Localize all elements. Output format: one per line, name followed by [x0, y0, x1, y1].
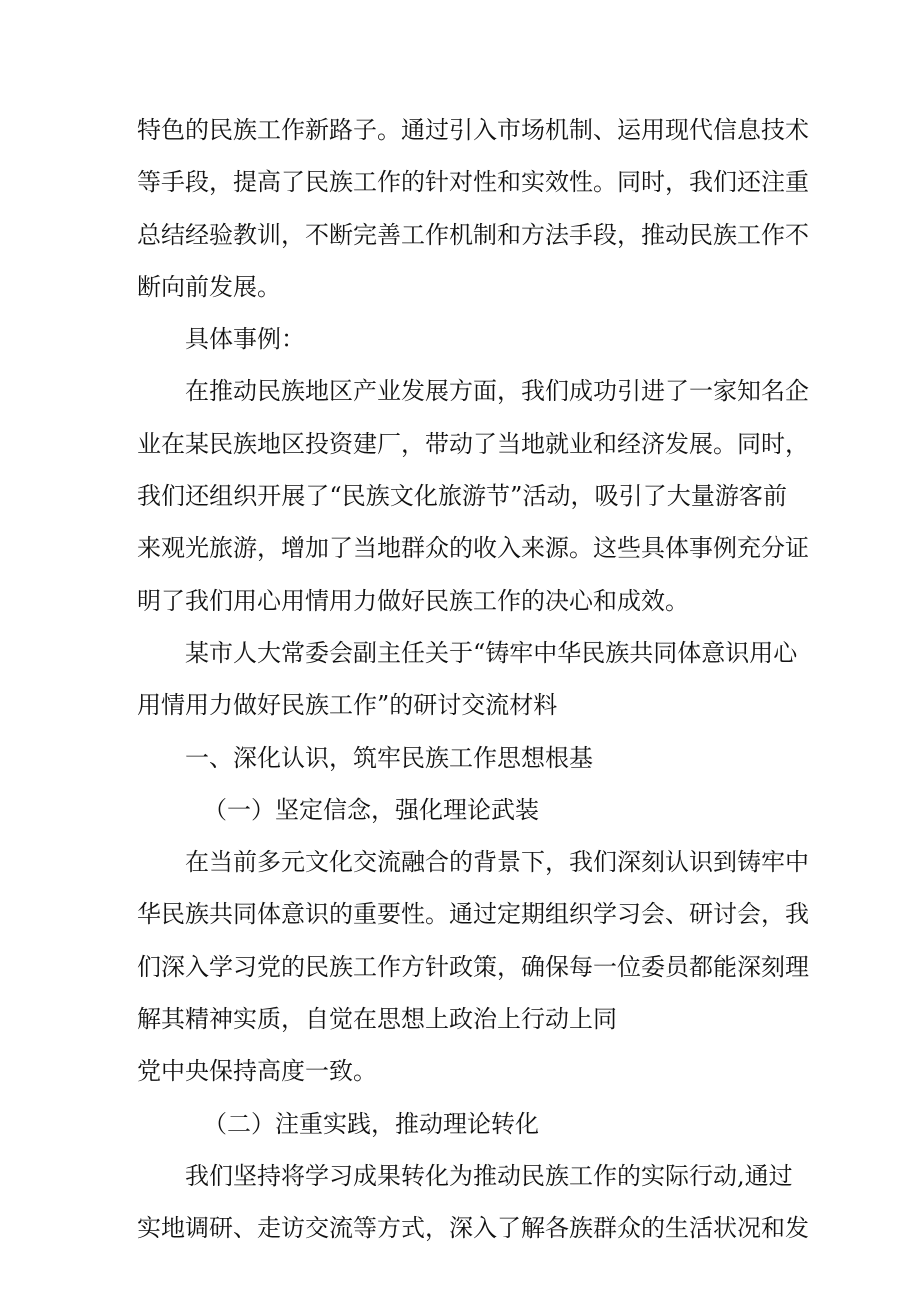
text-line: 某市人大常委会副主任关于“铸牢中华民族共同体意识用心: [185, 638, 798, 667]
text-line: 特色的民族工作新路子。通过引入市场机制、运用现代信息技术: [137, 116, 809, 144]
subsection-heading: （一）坚定信念，强化理论武装: [203, 795, 539, 824]
text-line: 实地调研、走访交流等方式，深入了解各族群众的生活状况和发: [137, 1214, 809, 1243]
text-line: 华民族共同体意识的重要性。通过定期组织学习会、研讨会，我: [137, 900, 809, 929]
subsection-heading: （二）注重实践，推动理论转化: [203, 1109, 539, 1138]
text-line: 我们还组织开展了“民族文化旅游节”活动，吸引了大量游客前: [137, 482, 787, 511]
text-line: 我们坚持将学习成果转化为推动民族工作的实际行动,通过: [185, 1161, 793, 1190]
text-line: 在推动民族地区产业发展方面，我们成功引进了一家知名企: [185, 377, 809, 406]
section-heading: 一、深化认识，筑牢民族工作思想根基: [185, 743, 593, 772]
text-line: 在当前多元文化交流融合的背景下，我们深刻认识到铸牢中: [185, 848, 809, 877]
text-line: 们深入学习党的民族工作方针政策，确保每一位委员都能深刻理: [137, 952, 809, 981]
text-line: 来观光旅游，增加了当地群众的收入来源。这些具体事例充分证: [137, 534, 809, 563]
text-line: 业在某民族地区投资建厂，带动了当地就业和经济发展。同时，: [137, 429, 809, 458]
text-line: 明了我们用心用情用力做好民族工作的决心和成效。: [137, 586, 689, 615]
document-body: [137, 104, 809, 1255]
text-line: 解其精神实质，自觉在思想上政治上行动上同: [137, 1005, 617, 1034]
text-line: 用情用力做好民族工作”的研讨交流材料: [137, 691, 558, 720]
text-line: 总结经验教训，不断完善工作机制和方法手段，推动民族工作不: [137, 220, 809, 249]
text-line: 党中央保持高度一致。: [137, 1057, 377, 1086]
text-line: 断向前发展。: [137, 272, 281, 301]
text-line: 等手段，提高了民族工作的针对性和实效性。同时，我们还注重: [137, 168, 809, 197]
text-line: 具体事例：: [185, 325, 305, 354]
